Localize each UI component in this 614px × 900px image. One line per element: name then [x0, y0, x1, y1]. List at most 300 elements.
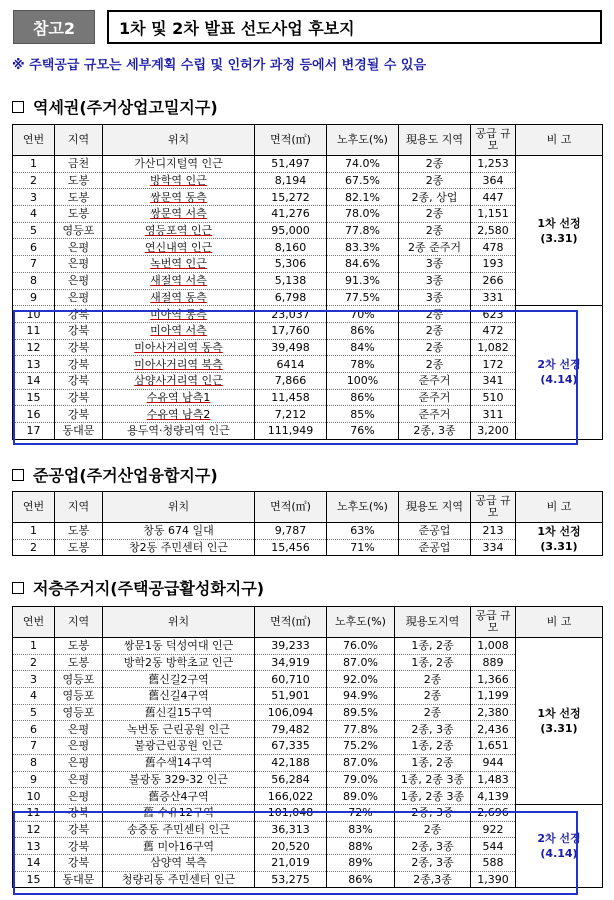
aging-rate-cell: 100%: [327, 372, 399, 389]
notice-text: ※ 주택공급 규모는 세부계획 수립 및 인허가 과정 등에서 변경될 수 있음: [12, 58, 427, 73]
area-cell: 56,284: [255, 771, 327, 788]
zoning-cell: 2종: [399, 339, 471, 356]
table-row: [13, 821, 603, 838]
row-number-cell: 8: [13, 754, 55, 771]
aging-rate-cell: 84.6%: [327, 256, 399, 273]
row-number-cell: 13: [13, 838, 55, 855]
col-header: 노후도(%): [327, 125, 399, 156]
aging-rate-cell: 86%: [327, 389, 399, 406]
supply-cell: 2,580: [471, 222, 516, 239]
location-cell: 미아역 서측: [103, 322, 255, 339]
region-cell: 도봉: [55, 206, 103, 223]
area-cell: 111,949: [255, 423, 327, 440]
zoning-cell: 1종, 2종: [395, 654, 471, 671]
location-cell: 미아사거리역 북측: [103, 356, 255, 373]
area-cell: 51,497: [255, 156, 327, 173]
aging-rate-cell: 77.8%: [327, 222, 399, 239]
area-cell: 8,160: [255, 239, 327, 256]
table-row: [13, 406, 603, 423]
area-cell: 11,458: [255, 389, 327, 406]
zoning-cell: 2종: [395, 671, 471, 688]
row-number-cell: 4: [13, 206, 55, 223]
row-number-cell: 11: [13, 322, 55, 339]
checkbox-square-icon: [12, 101, 24, 113]
row-number-cell: 5: [13, 704, 55, 721]
aging-rate-cell: 78.0%: [327, 206, 399, 223]
row-number-cell: 16: [13, 406, 55, 423]
region-cell: 강북: [55, 821, 103, 838]
selection-round-label: 1차 선정: [537, 706, 581, 720]
zoning-cell: 3종: [399, 272, 471, 289]
supply-cell: 4,139: [471, 788, 516, 805]
supply-cell: 510: [471, 389, 516, 406]
location-cell: 녹번동 근린공원 인근: [103, 721, 255, 738]
table-row: [13, 671, 603, 688]
zoning-cell: 2종, 3종: [395, 721, 471, 738]
supply-cell: 2,380: [471, 704, 516, 721]
aging-rate-cell: 76%: [327, 423, 399, 440]
col-header: 비 고: [516, 125, 603, 156]
area-cell: 41,276: [255, 206, 327, 223]
table-row: [13, 654, 603, 671]
area-cell: 5,138: [255, 272, 327, 289]
aging-rate-cell: 71%: [327, 539, 399, 556]
location-cell: 삼양역 북측: [103, 854, 255, 871]
row-number-cell: 9: [13, 771, 55, 788]
supply-cell: 213: [471, 523, 516, 540]
location-cell: 수유역 남측1: [103, 389, 255, 406]
aging-rate-cell: 75.2%: [327, 738, 395, 755]
area-cell: 17,760: [255, 322, 327, 339]
region-cell: 강북: [55, 406, 103, 423]
selection-date: (3.31): [540, 231, 578, 245]
supply-cell: 472: [471, 322, 516, 339]
selection-note-cell: [516, 156, 603, 306]
region-cell: 은평: [55, 721, 103, 738]
table-row: [13, 771, 603, 788]
aging-rate-cell: 79.0%: [327, 771, 395, 788]
table-row: [13, 389, 603, 406]
aging-rate-cell: 72%: [327, 804, 395, 821]
document-header: [13, 10, 602, 44]
zoning-cell: 2종: [399, 222, 471, 239]
aging-rate-cell: 82.1%: [327, 189, 399, 206]
area-cell: 79,482: [255, 721, 327, 738]
col-header: 공급 규모: [471, 492, 516, 523]
row-number-cell: 10: [13, 788, 55, 805]
region-cell: 강북: [55, 372, 103, 389]
col-header: 연번: [13, 492, 55, 523]
location-cell: 방학역 인근: [103, 172, 255, 189]
supply-cell: 364: [471, 172, 516, 189]
area-cell: 51,901: [255, 688, 327, 705]
table-row: [13, 206, 603, 223]
selection-note-cell: [516, 804, 603, 887]
selection-date: (4.14): [540, 373, 578, 387]
region-cell: 도봉: [55, 654, 103, 671]
aging-rate-cell: 94.9%: [327, 688, 395, 705]
zoning-cell: 2종: [399, 306, 471, 323]
col-header: 現용도 지역: [399, 492, 471, 523]
table-row: [13, 189, 603, 206]
aging-rate-cell: 83.3%: [327, 239, 399, 256]
aging-rate-cell: 78%: [327, 356, 399, 373]
location-cell: 舊 수유12구역: [103, 804, 255, 821]
checkbox-square-icon: [12, 469, 24, 481]
region-cell: 강북: [55, 339, 103, 356]
section-title-text: 준공업(주거산업융합지구): [33, 466, 218, 485]
location-cell: 방학2동 방학초교 인근: [103, 654, 255, 671]
area-cell: 6,798: [255, 289, 327, 306]
region-cell: 금천: [55, 156, 103, 173]
table-row: [13, 688, 603, 705]
location-cell: 창동 674 일대: [103, 523, 255, 540]
zoning-cell: 2종, 3종: [395, 838, 471, 855]
zoning-cell: 2종: [395, 688, 471, 705]
row-number-cell: 3: [13, 671, 55, 688]
zoning-cell: 2종, 3종: [395, 854, 471, 871]
table-header-row: [13, 492, 603, 523]
region-cell: 은평: [55, 754, 103, 771]
col-header: 면적(㎡): [255, 125, 327, 156]
region-cell: 영등포: [55, 222, 103, 239]
table-row: [13, 871, 603, 888]
row-number-cell: 5: [13, 222, 55, 239]
area-cell: 15,456: [255, 539, 327, 556]
row-number-cell: 12: [13, 821, 55, 838]
table-row: [13, 289, 603, 306]
table-row: [13, 322, 603, 339]
area-cell: 6414: [255, 356, 327, 373]
location-cell: 舊신길4구역: [103, 688, 255, 705]
region-cell: 강북: [55, 804, 103, 821]
zoning-cell: 2종: [399, 156, 471, 173]
region-cell: 은평: [55, 239, 103, 256]
selection-date: (3.31): [540, 721, 578, 735]
row-number-cell: 1: [13, 156, 55, 173]
section-title-text: 역세권(주거상업고밀지구): [33, 98, 218, 117]
row-number-cell: 6: [13, 721, 55, 738]
row-number-cell: 9: [13, 289, 55, 306]
location-cell: 舊신길2구역: [103, 671, 255, 688]
zoning-cell: 2종: [395, 821, 471, 838]
col-header: 공급 규모: [471, 607, 516, 638]
supply-cell: 478: [471, 239, 516, 256]
col-header: 면적(㎡): [255, 607, 327, 638]
zoning-cell: 1종, 2종: [395, 754, 471, 771]
area-cell: 8,194: [255, 172, 327, 189]
supply-cell: 2,436: [471, 721, 516, 738]
region-cell: 강북: [55, 854, 103, 871]
region-cell: 도봉: [55, 523, 103, 540]
area-cell: 34,919: [255, 654, 327, 671]
region-cell: 영등포: [55, 688, 103, 705]
table-row: [13, 306, 603, 323]
region-cell: 은평: [55, 272, 103, 289]
row-number-cell: 11: [13, 804, 55, 821]
location-cell: 새절역 서측: [103, 272, 255, 289]
supply-cell: 1,082: [471, 339, 516, 356]
location-cell: 쌍문역 서측: [103, 206, 255, 223]
aging-rate-cell: 84%: [327, 339, 399, 356]
col-header: 연번: [13, 607, 55, 638]
reference-tag: 참고2: [13, 10, 95, 44]
table-row: [13, 272, 603, 289]
region-cell: 은평: [55, 788, 103, 805]
area-cell: 95,000: [255, 222, 327, 239]
region-cell: 은평: [55, 289, 103, 306]
area-cell: 42,188: [255, 754, 327, 771]
row-number-cell: 15: [13, 871, 55, 888]
col-header: 공급 규모: [471, 125, 516, 156]
table-row: [13, 523, 603, 540]
row-number-cell: 17: [13, 423, 55, 440]
area-cell: 23,037: [255, 306, 327, 323]
table-row: [13, 721, 603, 738]
aging-rate-cell: 67.5%: [327, 172, 399, 189]
row-number-cell: 2: [13, 654, 55, 671]
region-cell: 동대문: [55, 871, 103, 888]
table-row: [13, 156, 603, 173]
region-cell: 도봉: [55, 189, 103, 206]
location-cell: 舊신길15구역: [103, 704, 255, 721]
checkbox-square-icon: [12, 582, 24, 594]
section-title-industrial: [12, 463, 218, 486]
location-cell: 창2동 주민센터 인근: [103, 539, 255, 556]
region-cell: 강북: [55, 389, 103, 406]
zoning-cell: 1종, 2종 3종: [395, 788, 471, 805]
supply-cell: 889: [471, 654, 516, 671]
table-row: [13, 838, 603, 855]
zoning-cell: 준주거: [399, 372, 471, 389]
location-cell: 청량리동 주민센터 인근: [103, 871, 255, 888]
zoning-cell: 2종,3종: [395, 871, 471, 888]
zoning-cell: 준공업: [399, 523, 471, 540]
col-header: 비 고: [516, 607, 603, 638]
zoning-cell: 2종, 상업: [399, 189, 471, 206]
zoning-cell: 1종, 2종: [395, 738, 471, 755]
location-cell: 舊 미아16구역: [103, 838, 255, 855]
supply-cell: 1,008: [471, 638, 516, 655]
supply-cell: 922: [471, 821, 516, 838]
table-row: [13, 638, 603, 655]
area-cell: 20,520: [255, 838, 327, 855]
region-cell: 은평: [55, 256, 103, 273]
zoning-cell: 2종 준주거: [399, 239, 471, 256]
col-header: 노후도(%): [327, 607, 395, 638]
col-header: 現용도지역: [395, 607, 471, 638]
col-header: 지역: [55, 492, 103, 523]
supply-cell: 341: [471, 372, 516, 389]
aging-rate-cell: 89.0%: [327, 788, 395, 805]
supply-cell: 1,390: [471, 871, 516, 888]
row-number-cell: 10: [13, 306, 55, 323]
row-number-cell: 6: [13, 239, 55, 256]
row-number-cell: 12: [13, 339, 55, 356]
table-row: [13, 754, 603, 771]
location-cell: 가산디지털역 인근: [103, 156, 255, 173]
supply-cell: 1,199: [471, 688, 516, 705]
supply-cell: 447: [471, 189, 516, 206]
supply-cell: 1,483: [471, 771, 516, 788]
region-cell: 강북: [55, 356, 103, 373]
row-number-cell: 14: [13, 372, 55, 389]
col-header: 노후도(%): [327, 492, 399, 523]
aging-rate-cell: 83%: [327, 821, 395, 838]
area-cell: 53,275: [255, 871, 327, 888]
row-number-cell: 13: [13, 356, 55, 373]
location-cell: 불광동 329-32 인근: [103, 771, 255, 788]
row-number-cell: 15: [13, 389, 55, 406]
area-cell: 39,498: [255, 339, 327, 356]
supply-cell: 172: [471, 356, 516, 373]
aging-rate-cell: 91.3%: [327, 272, 399, 289]
region-cell: 은평: [55, 771, 103, 788]
selection-round-label: 2차 선정: [537, 358, 581, 372]
supply-cell: 944: [471, 754, 516, 771]
aging-rate-cell: 88%: [327, 838, 395, 855]
area-cell: 7,212: [255, 406, 327, 423]
location-cell: 舊수색14구역: [103, 754, 255, 771]
aging-rate-cell: 86%: [327, 322, 399, 339]
aging-rate-cell: 87.0%: [327, 754, 395, 771]
table-row: [13, 423, 603, 440]
col-header: 위치: [103, 125, 255, 156]
location-cell: 불광근린공원 인근: [103, 738, 255, 755]
location-cell: 미아역 동측: [103, 306, 255, 323]
document-title: 1차 및 2차 발표 선도사업 후보지: [107, 10, 602, 44]
supply-cell: 193: [471, 256, 516, 273]
selection-date: (3.31): [540, 540, 578, 554]
area-cell: 106,094: [255, 704, 327, 721]
table-row: [13, 256, 603, 273]
supply-cell: 3,200: [471, 423, 516, 440]
zoning-cell: 2종, 3종: [395, 804, 471, 821]
region-cell: 동대문: [55, 423, 103, 440]
aging-rate-cell: 87.0%: [327, 654, 395, 671]
area-cell: 15,272: [255, 189, 327, 206]
table-row: [13, 356, 603, 373]
area-cell: 67,335: [255, 738, 327, 755]
zoning-cell: 2종, 3종: [399, 423, 471, 440]
table-row: [13, 704, 603, 721]
location-cell: 용두역·청량리역 인근: [103, 423, 255, 440]
supply-cell: 1,651: [471, 738, 516, 755]
location-cell: 송중동 주민센터 인근: [103, 821, 255, 838]
location-cell: 녹번역 인근: [103, 256, 255, 273]
industrial-area-table: [12, 491, 603, 556]
zoning-cell: 2종: [399, 356, 471, 373]
supply-cell: 334: [471, 539, 516, 556]
table-row: [13, 788, 603, 805]
region-cell: 강북: [55, 306, 103, 323]
aging-rate-cell: 70%: [327, 306, 399, 323]
table-row: [13, 222, 603, 239]
location-cell: 쌍문역 동측: [103, 189, 255, 206]
table-row: [13, 854, 603, 871]
location-cell: 미아사거리역 동측: [103, 339, 255, 356]
zoning-cell: 1종, 2종 3종: [395, 771, 471, 788]
area-cell: 36,313: [255, 821, 327, 838]
col-header: 연번: [13, 125, 55, 156]
row-number-cell: 8: [13, 272, 55, 289]
aging-rate-cell: 74.0%: [327, 156, 399, 173]
aging-rate-cell: 77.5%: [327, 289, 399, 306]
aging-rate-cell: 77.8%: [327, 721, 395, 738]
aging-rate-cell: 92.0%: [327, 671, 395, 688]
row-number-cell: 14: [13, 854, 55, 871]
supply-cell: 266: [471, 272, 516, 289]
aging-rate-cell: 85%: [327, 406, 399, 423]
col-header: 現용도 지역: [399, 125, 471, 156]
aging-rate-cell: 89.5%: [327, 704, 395, 721]
row-number-cell: 4: [13, 688, 55, 705]
location-cell: 수유역 남측2: [103, 406, 255, 423]
area-cell: 21,019: [255, 854, 327, 871]
location-cell: 舊증산4구역: [103, 788, 255, 805]
table-row: [13, 372, 603, 389]
zoning-cell: 준공업: [399, 539, 471, 556]
selection-note-cell: [516, 523, 603, 556]
selection-note-cell: [516, 638, 603, 805]
row-number-cell: 1: [13, 523, 55, 540]
location-cell: 새절역 동측: [103, 289, 255, 306]
table-row: [13, 239, 603, 256]
row-number-cell: 2: [13, 539, 55, 556]
col-header: 지역: [55, 125, 103, 156]
area-cell: 5,306: [255, 256, 327, 273]
area-cell: 9,787: [255, 523, 327, 540]
selection-round-label: 1차 선정: [537, 216, 581, 230]
supply-cell: 1,151: [471, 206, 516, 223]
aging-rate-cell: 63%: [327, 523, 399, 540]
region-cell: 영등포: [55, 671, 103, 688]
region-cell: 강북: [55, 838, 103, 855]
station-area-table: [12, 124, 603, 440]
supply-cell: 544: [471, 838, 516, 855]
location-cell: 삼양사거리역 인근: [103, 372, 255, 389]
selection-note-cell: [516, 306, 603, 440]
zoning-cell: 2종: [399, 172, 471, 189]
supply-cell: 1,366: [471, 671, 516, 688]
col-header: 면적(㎡): [255, 492, 327, 523]
supply-cell: 588: [471, 854, 516, 871]
area-cell: 60,710: [255, 671, 327, 688]
zoning-cell: 2종: [399, 206, 471, 223]
section-title-lowrise: [12, 576, 264, 599]
area-cell: 7,866: [255, 372, 327, 389]
col-header: 위치: [103, 492, 255, 523]
supply-cell: 2,696: [471, 804, 516, 821]
zoning-cell: 2종: [399, 322, 471, 339]
col-header: 비 고: [516, 492, 603, 523]
row-number-cell: 7: [13, 256, 55, 273]
supply-cell: 1,253: [471, 156, 516, 173]
selection-round-label: 1차 선정: [537, 525, 581, 539]
table-row: [13, 339, 603, 356]
aging-rate-cell: 76.0%: [327, 638, 395, 655]
location-cell: 쌍문1동 덕성여대 인근: [103, 638, 255, 655]
region-cell: 은평: [55, 738, 103, 755]
zoning-cell: 1종, 2종: [395, 638, 471, 655]
zoning-cell: 3종: [399, 256, 471, 273]
selection-round-label: 2차 선정: [537, 832, 581, 846]
row-number-cell: 7: [13, 738, 55, 755]
region-cell: 강북: [55, 322, 103, 339]
region-cell: 도봉: [55, 172, 103, 189]
zoning-cell: 준주거: [399, 389, 471, 406]
aging-rate-cell: 89%: [327, 854, 395, 871]
